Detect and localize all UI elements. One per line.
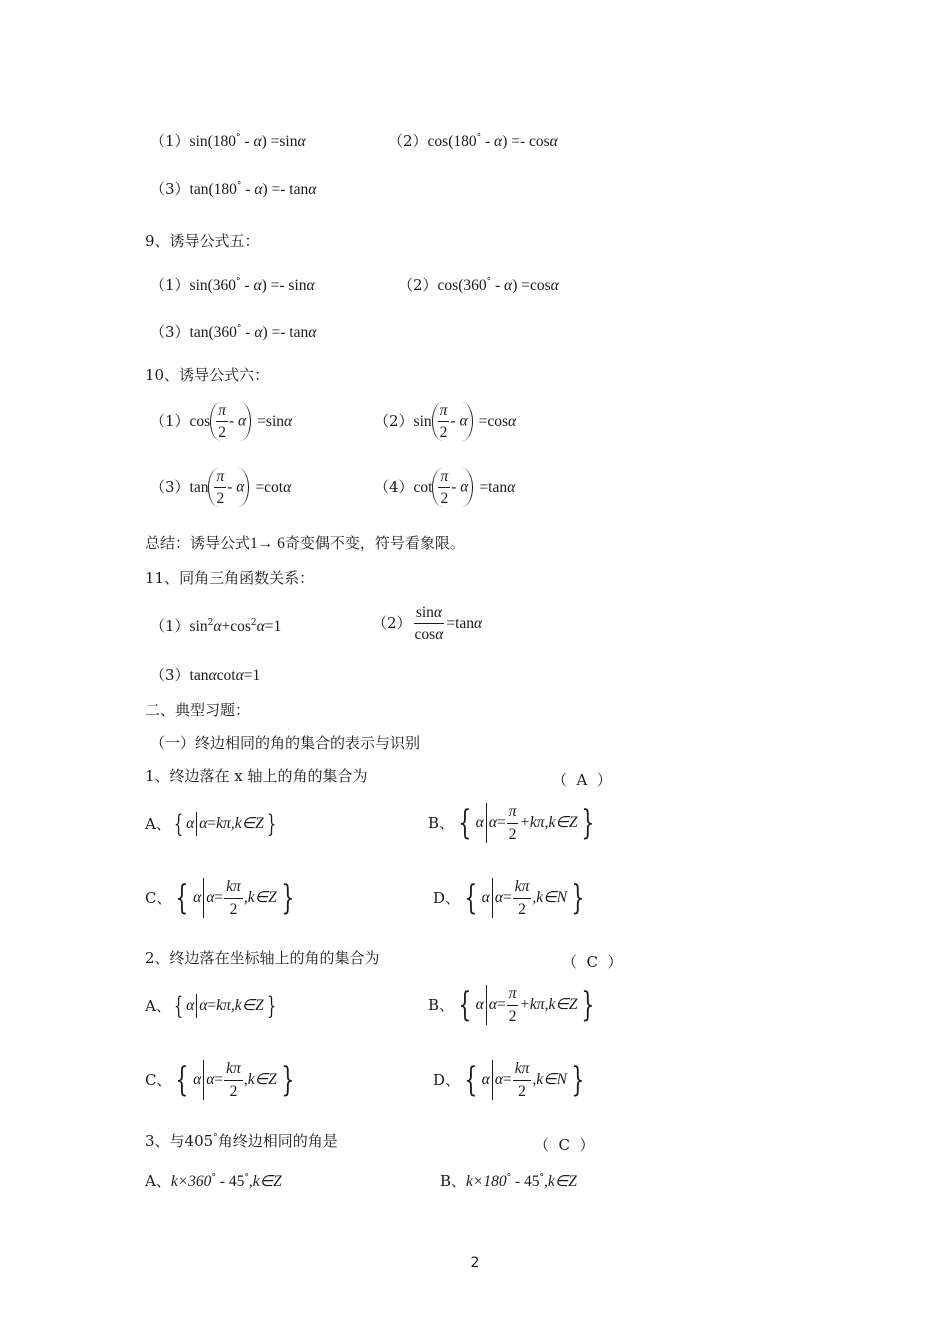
option-1b: B、 { α α = $\frac{\pi}{2}$ +kπ ,k∈Z } <box>428 803 595 843</box>
formula-10-1: （1） cos $\frac{\pi}{2}$ - α =sin α <box>150 402 293 442</box>
question-2: 2、终边落在坐标轴上的角的集合为 <box>145 949 380 967</box>
formula-8-3: （3）tan(180° - α) =- tanα <box>150 180 317 198</box>
formula-9-3: （3）tan(360° - α) =- tanα <box>150 323 317 341</box>
formula-10-4: （4） cot $\frac{\pi}{2}$ - α =tan α <box>374 468 516 508</box>
option-1a: A、 { α α = kπ ,k∈Z } <box>145 810 276 838</box>
paren-group: $\frac{\pi}{2}$ - α <box>208 468 249 507</box>
paren-group: $\frac{\pi}{2}$ - α <box>432 402 473 441</box>
formula-9-1: （1）sin(360° - α) =- sinα <box>150 276 315 294</box>
option-1c: C、 { α α = $\frac{k\pi}{2}$ ,k∈Z } <box>145 878 295 918</box>
option-3a: A、k×360° - 45°,k∈Z <box>145 1172 282 1190</box>
formula-10-2: （2） sin $\frac{\pi}{2}$ - α =cos α <box>374 402 517 442</box>
heading-11: 11、同角三角函数关系： <box>145 569 315 587</box>
formula-8-1: （1）sin(180° - α) =sinα <box>150 132 306 150</box>
formula-8-2: （2）cos(180° - α) =- cosα <box>388 132 558 150</box>
summary-line: 总结：诱导公式1→ 6奇变偶不变，符号看象限。 <box>145 534 465 552</box>
formula-10-3: （3） tan $\frac{\pi}{2}$ - α =cot α <box>150 468 292 508</box>
option-3b: B、k×180° - 45°,k∈Z <box>440 1172 577 1190</box>
paren-group: $\frac{\pi}{2}$ - α <box>210 402 251 441</box>
answer-2: （ C ） <box>562 953 623 971</box>
option-2c: C、 { α α = $\frac{k\pi}{2}$ ,k∈Z } <box>145 1060 295 1100</box>
page-number: 2 <box>470 1255 480 1271</box>
answer-3: （ C ） <box>534 1136 595 1154</box>
formula-11-1: $(1)\sin^2\alpha+\cos^2\alpha=1$ <box>150 617 282 635</box>
formula-9-2: （2）cos(360° - α) =cosα <box>398 276 559 294</box>
option-2d: D、 { α α = $\frac{k\pi}{2}$ ,k∈N } <box>433 1060 585 1100</box>
option-1d: D、 { α α = $\frac{k\pi}{2}$ ,k∈N } <box>433 878 585 918</box>
heading-9: 9、诱导公式五： <box>145 232 260 250</box>
paren-group: $\frac{\pi}{2}$ - α <box>432 468 473 507</box>
formula-11-3: （3）tanαcotα=1 <box>150 666 261 684</box>
subsection-heading-1: （一）终边相同的角的集合的表示与识别 <box>150 734 421 752</box>
section-heading-2: 二、典型习题： <box>145 701 251 719</box>
option-2a: A、 { α α = kπ ,k∈Z } <box>145 992 276 1020</box>
answer-1: （ A ） <box>552 771 612 789</box>
question-3: 3、与405°角终边相同的角是 <box>145 1132 338 1150</box>
fraction: $\frac{\sin\alpha}{\cos\alpha}$ <box>414 604 444 644</box>
option-2b: B、 { α α = $\frac{\pi}{2}$ +kπ ,k∈Z } <box>428 985 595 1025</box>
formula-11-2: （2） $\frac{\sin\alpha}{\cos\alpha}$ =tan α <box>372 604 483 644</box>
question-1: 1、终边落在 x 轴上的角的集合为 <box>145 767 368 785</box>
heading-10: 10、诱导公式六： <box>145 366 270 384</box>
